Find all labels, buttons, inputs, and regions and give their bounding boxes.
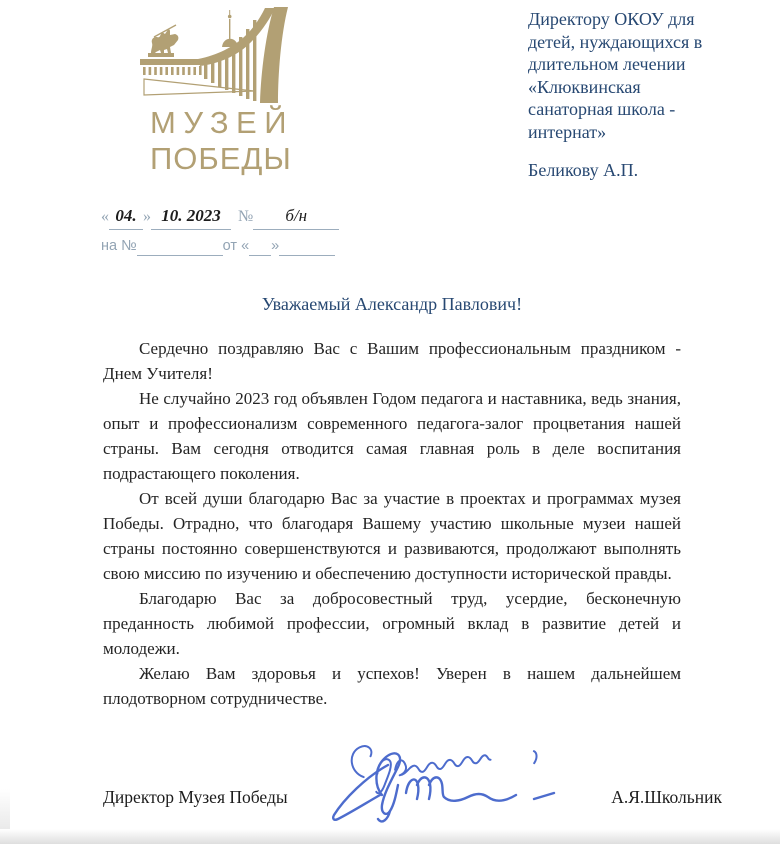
recipient-address-line: детей, нуждающихся в: [528, 31, 703, 52]
salutation: Уважаемый Александр Павлович!: [261, 294, 523, 314]
body-paragraph: От всей души благодарю Вас за участие в проектах и программах музея Победы. Отрадно, что благодаря Вашему участию школьные музеи нашей страны постоянно совершенствуются и развиваются, продолжают выполнять свою миссию по изучению и обеспечению доступности исторической правды.: [103, 489, 681, 583]
logo-wordmark: [150, 104, 308, 176]
on-number-label: на №: [101, 238, 137, 254]
logo-line-muzey: МУЗЕЙ: [150, 105, 295, 140]
recipient-address-line: длительном лечении: [528, 54, 686, 74]
body-paragraph: Благодарю Вас за добросовестный труд, усердие, бесконечную преданность любимой профессии, огромный вклад в развитие детей и молодежи.: [103, 589, 681, 658]
date-number-line: [101, 203, 339, 230]
signature-row: [103, 787, 722, 808]
recipient-name: Беликову А.П.: [528, 160, 639, 180]
date-day-value: 04.: [115, 206, 137, 225]
victory-museum-bridge-icon: [138, 5, 290, 105]
letter-number-value: б/н: [285, 206, 308, 225]
handwriting-s-uvazheniem: [350, 728, 538, 795]
recipient-address-line: Директору ОКОУ для: [528, 9, 695, 29]
quote-close: »: [143, 208, 151, 225]
wedge-outline-icon: [144, 79, 254, 95]
signer-position-title: Директор Музея Победы: [103, 787, 288, 807]
handwritten-signature-image: [330, 725, 572, 833]
recipient-block: [528, 8, 743, 182]
dome-icon: [222, 39, 238, 47]
recipient-address-line: интернат»: [528, 121, 607, 142]
from-label: от «: [222, 238, 250, 254]
scan-bottom-shadow: [0, 829, 780, 844]
equestrian-statue-icon: [151, 30, 178, 54]
body-paragraph: Желаю Вам здоровья и успехов! Уверен в нашем дальнейшем плодотворном сотрудничестве.: [103, 664, 681, 708]
date-month-year-value: 10. 2023: [161, 206, 221, 225]
number-sign: №: [238, 208, 254, 225]
letter-body: [103, 336, 681, 711]
incoming-reference-line: [101, 235, 339, 256]
reference-block: [101, 203, 339, 256]
logo-line-pobedy: ПОБЕДЫ: [150, 141, 292, 176]
signer-name: А.Я.Школьник: [611, 787, 722, 807]
body-paragraph: Не случайно 2023 год объявлен Годом педагога и наставника, ведь знания, опыт и профессионализм современного педагога-залог процветания нашей страны. Вам сегодня отводится самая главная роль в деле воспитания подрастающего поколения.: [103, 389, 681, 483]
recipient-address-line: «Клюквинская: [528, 76, 641, 97]
body-paragraph: Сердечно поздравляю Вас с Вашим профессиональным праздником - Днем Учителя!: [103, 339, 681, 383]
quote-open: «: [101, 208, 109, 225]
museum-logo: [138, 5, 308, 176]
quote-close-2: »: [271, 238, 280, 254]
recipient-address-line: санаторная школа -: [528, 99, 676, 119]
